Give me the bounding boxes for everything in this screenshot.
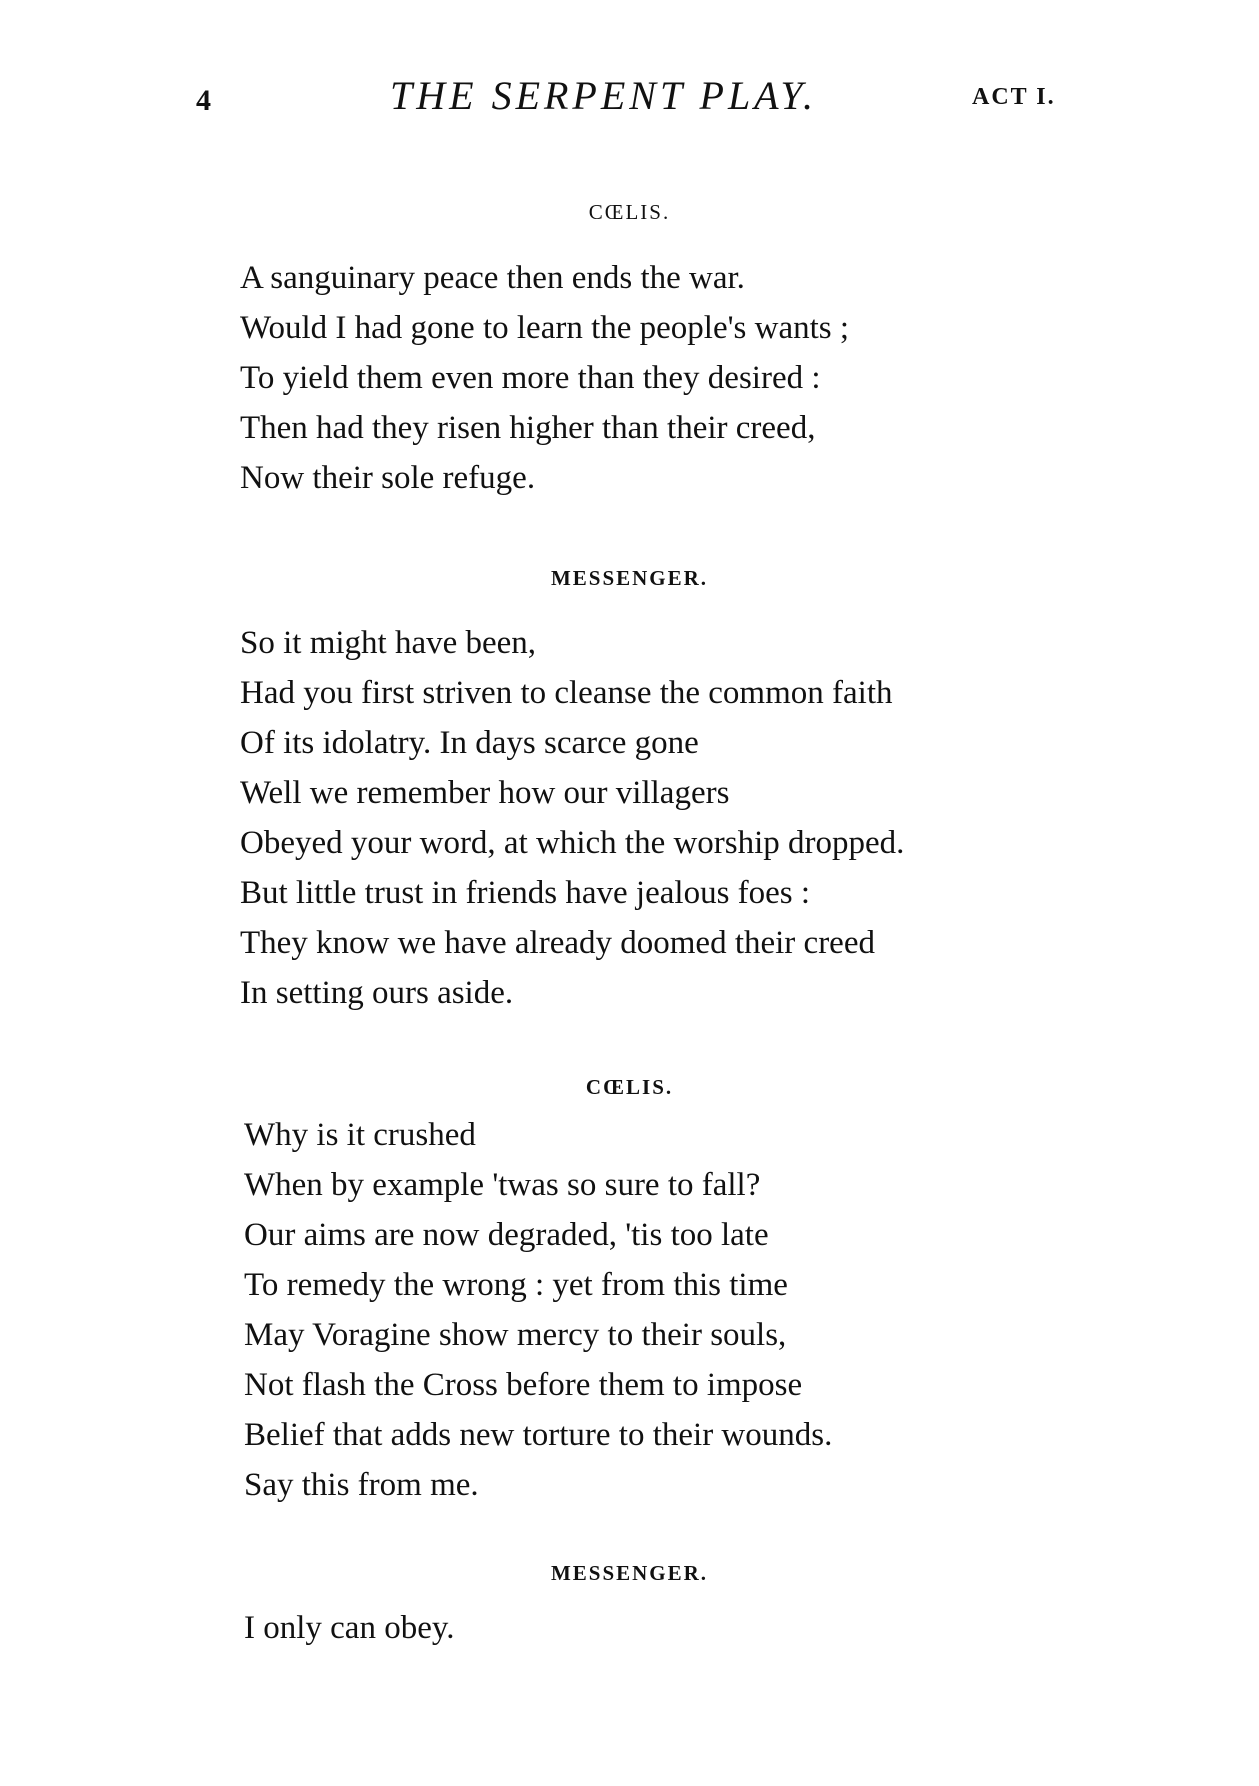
verse-line: I only can obey. — [244, 1610, 455, 1646]
verse-line: Say this from me. — [244, 1467, 479, 1503]
verse-line: Had you first striven to cleanse the common faith — [240, 675, 893, 711]
speech-block — [244, 1603, 454, 1653]
verse-line: A sanguinary peace then ends the war. — [240, 260, 745, 296]
verse-line: Well we remember how our villagers — [240, 775, 730, 811]
verse-line: Belief that adds new torture to their wounds. — [244, 1417, 833, 1453]
page-number: 4 — [196, 84, 211, 117]
verse-line: Then had they risen higher than their creed, — [240, 410, 816, 446]
verse-line: Obeyed your word, at which the worship dropped. — [240, 825, 905, 861]
verse-line: Would I had gone to learn the people's wants ; — [240, 310, 850, 346]
verse-line: Not flash the Cross before them to impose — [244, 1367, 803, 1403]
speaker-name: CŒLIS. — [588, 200, 671, 224]
verse-line: When by example 'twas so sure to fall? — [244, 1167, 761, 1203]
speech-block — [240, 253, 849, 503]
verse-line: Why is it crushed — [244, 1117, 476, 1153]
verse-line: In setting ours aside. — [240, 975, 514, 1011]
verse-line: But little trust in friends have jealous foes : — [240, 875, 811, 911]
verse-line: So it might have been, — [240, 625, 537, 661]
verse-line: They know we have already doomed their creed — [240, 925, 875, 961]
speaker-name: MESSENGER. — [550, 566, 709, 590]
verse-line: To yield them even more than they desired : — [240, 360, 821, 396]
verse-line: Now their sole refuge. — [240, 460, 536, 496]
speaker-name: CŒLIS. — [585, 1075, 674, 1099]
running-head — [0, 72, 1259, 132]
running-title: THE SERPENT PLAY. — [390, 73, 817, 118]
speech-block — [244, 1110, 832, 1510]
verse-line: May Voragine show mercy to their souls, — [244, 1317, 787, 1353]
verse-line: To remedy the wrong : yet from this time — [244, 1267, 788, 1303]
speech-block — [240, 618, 904, 1018]
speaker-name: MESSENGER. — [550, 1561, 709, 1585]
verse-line: Our aims are now degraded, 'tis too late — [244, 1217, 769, 1253]
running-act: ACT I. — [972, 84, 1056, 110]
verse-line: Of its idolatry. In days scarce gone — [240, 725, 699, 761]
